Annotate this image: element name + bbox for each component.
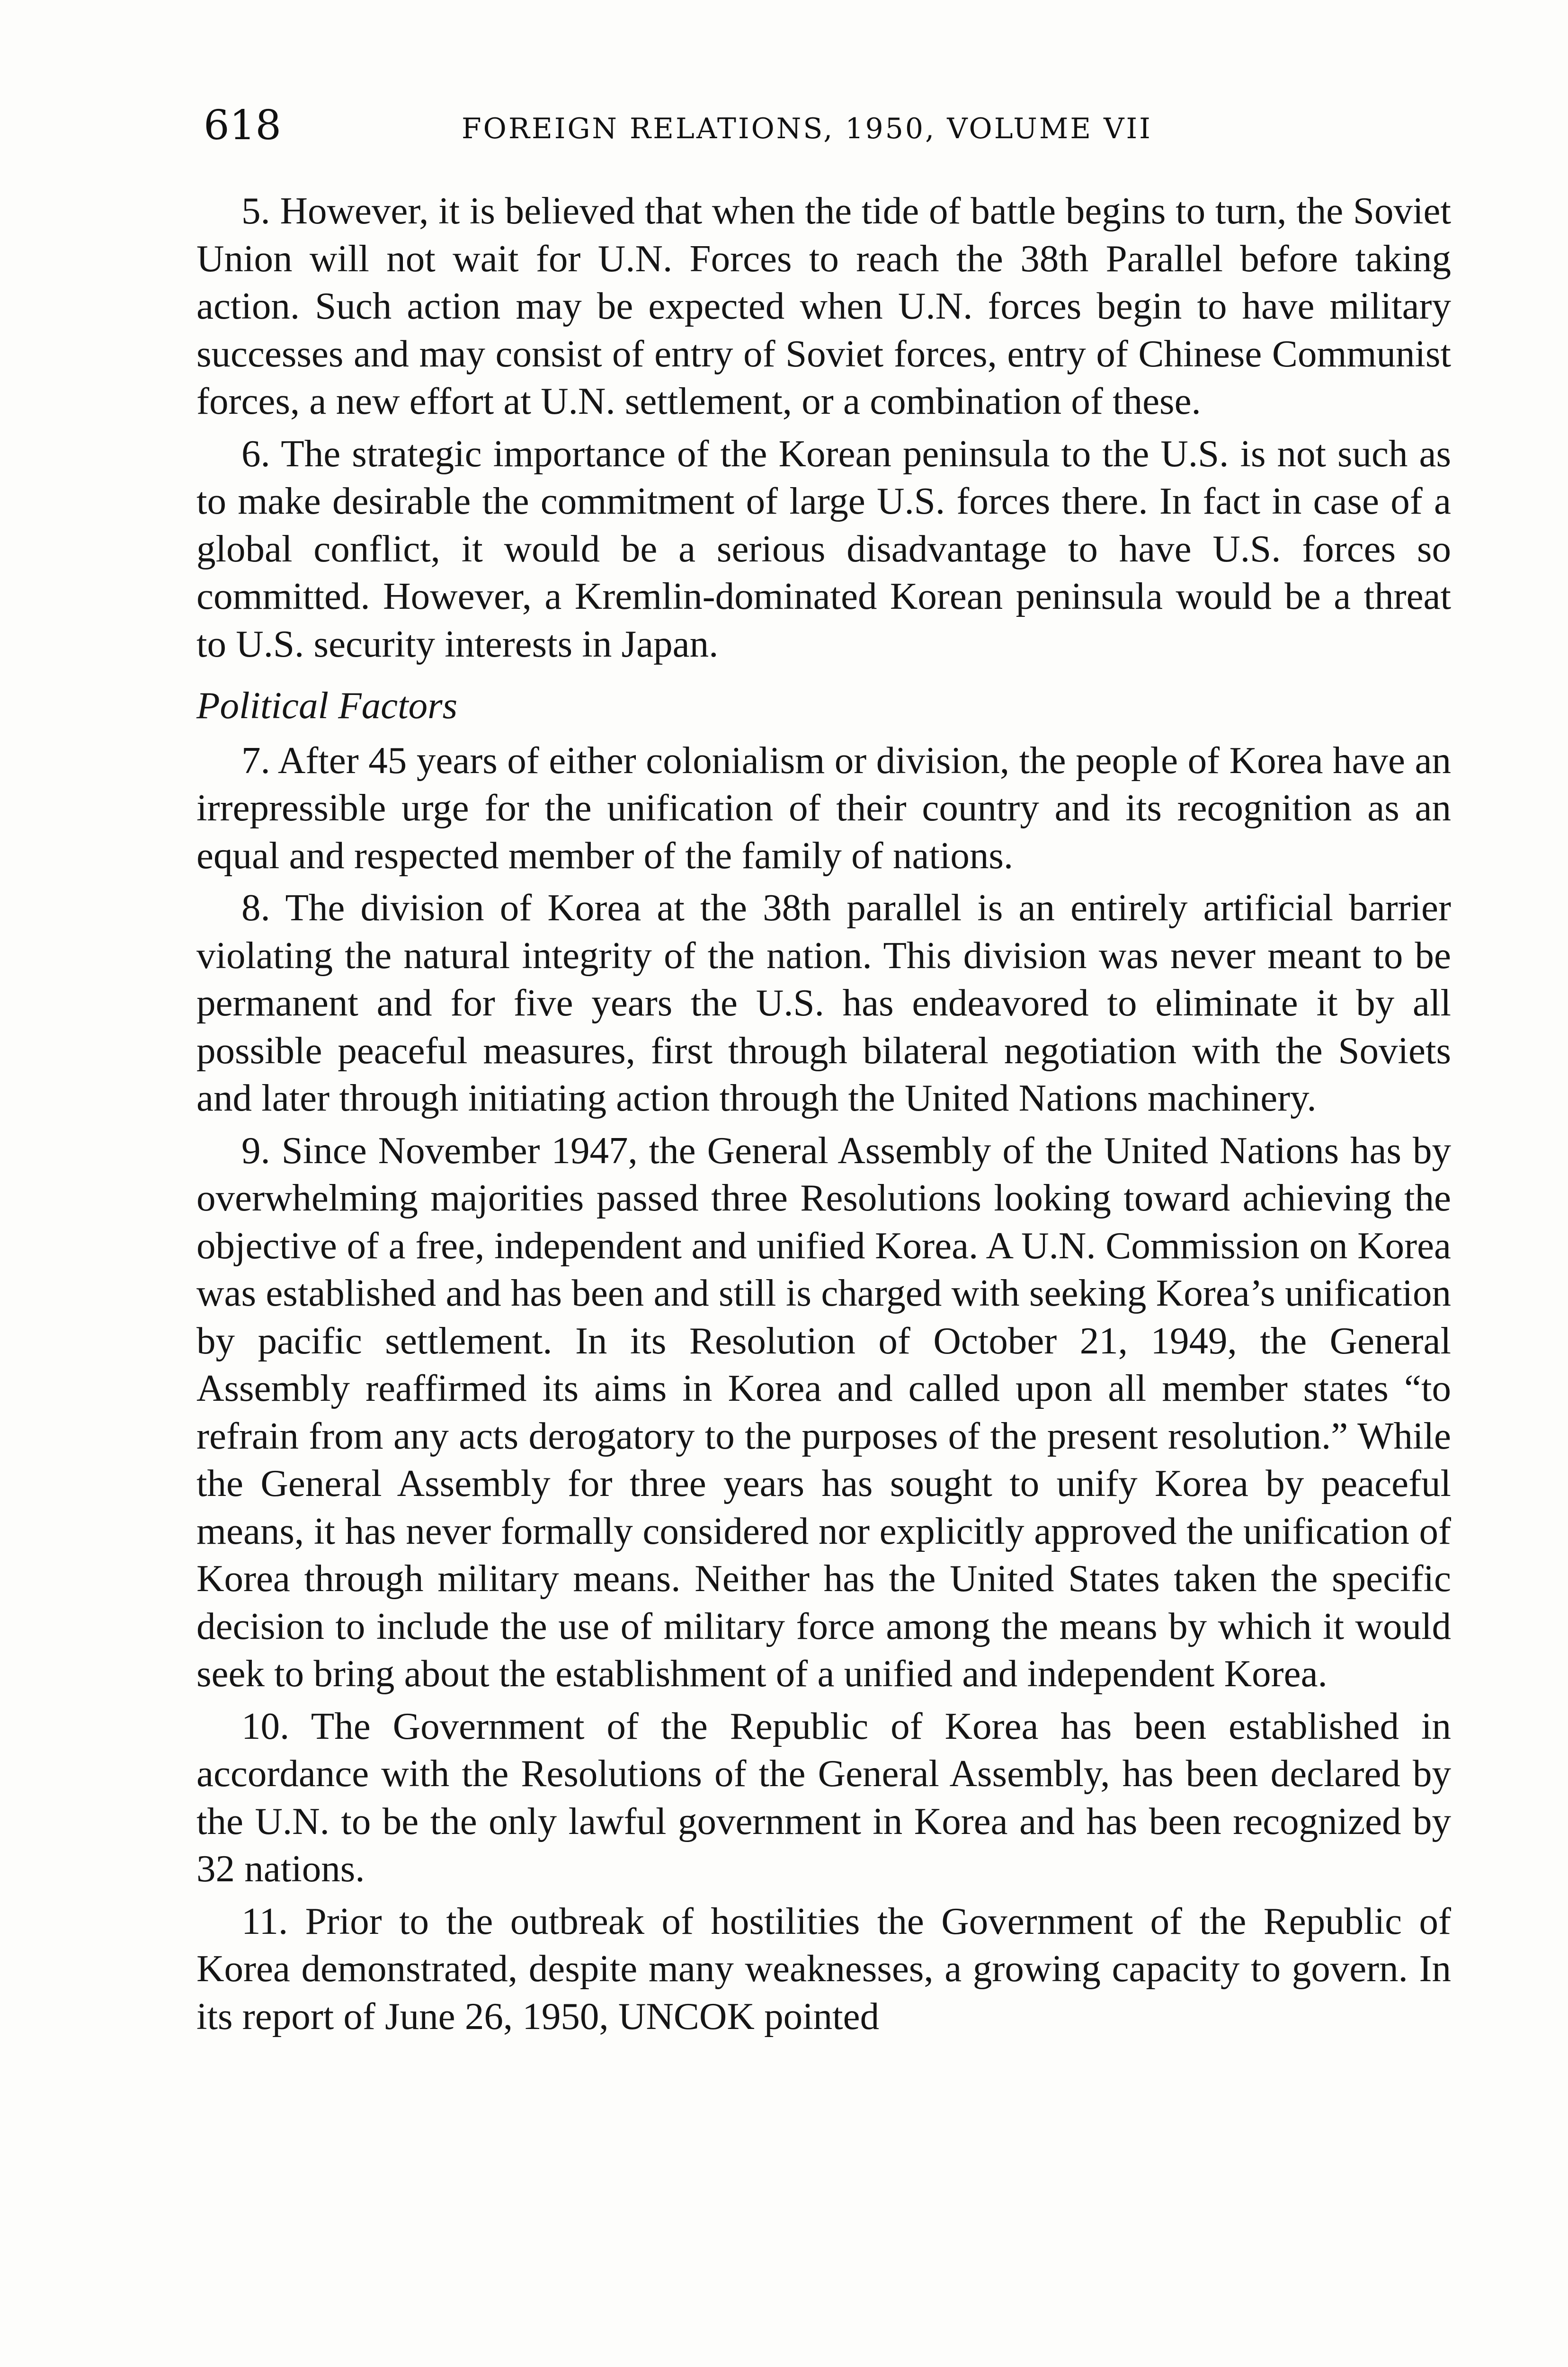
paragraph-9: 9. Since November 1947, the General Assembly of the United Nations has by overwhelming majorities passed three Resolutions looking toward achieving the objective of a free, independent and unified Korea. A U.N. Commission on Korea was established and has been and still is charged with seeking Korea’s unification by pacific settlement. In its Resolution of October 21, 1949, the General Assembly reaffirmed its aims in Korea and called upon all member states “to refrain from any acts derogatory to the purposes of the present resolution.” While the General Assembly for three years has sought to unify Korea by peaceful means, it has never formally considered nor explicitly approved the unification of Korea through military means. Neither has the United States taken the specific decision to include the use of military force among the means by which it would seek to bring about the establishment of a unified and independent Korea. [196, 1129, 1451, 1695]
page-header [204, 99, 1458, 156]
section-heading: Political Factors [196, 684, 458, 727]
paragraph-11: 11. Prior to the outbreak of hostilities the Government of the Republic of Korea demonstrated, despite many weaknesses, a growing capacity to govern. In its report of June 26, 1950, UNCOK pointed [196, 1899, 1451, 2038]
paragraph-7: 7. After 45 years of either colonialism or division, the people of Korea have an irrepressible urge for the unification of their country and its recognition as an equal and respected member of the family of nations. [196, 739, 1451, 877]
paragraph-6: 6. The strategic importance of the Korean peninsula to the U.S. is not such as to make desirable the commitment of large U.S. forces there. In fact in case of a global conflict, it would be a serious disadvantage to have U.S. forces so committed. However, a Kremlin-dominated Korean peninsula would be a threat to U.S. security interests in Japan. [196, 432, 1451, 665]
paragraph-10: 10. The Government of the Republic of Korea has been established in accordance with the Resolutions of the General Assembly, has been declared by the U.N. to be the only lawful government in Korea and has been recognized by 32 nations. [196, 1704, 1451, 1890]
body-text [196, 187, 1451, 2045]
paragraph-5: 5. However, it is believed that when the tide of battle begins to turn, the Soviet Union will not wait for U.N. Forces to reach the 38th Parallel before taking action. Such action may be expected when U.N. forces begin to have military successes and may consist of entry of Soviet forces, entry of Chinese Communist forces, a new effort at U.N. settlement, or a combination of these. [196, 189, 1451, 422]
paragraph-8: 8. The division of Korea at the 38th parallel is an entirely artificial barrier violating the natural integrity of the nation. This division was never meant to be permanent and for five years the U.S. has endeavored to eliminate it by all possible peaceful measures, first through bilateral negotiation with the Soviets and later through initiating action through the United Nations machinery. [196, 886, 1451, 1119]
running-head: FOREIGN RELATIONS, 1950, VOLUME VII [462, 112, 1152, 145]
page-number: 618 [204, 102, 282, 149]
